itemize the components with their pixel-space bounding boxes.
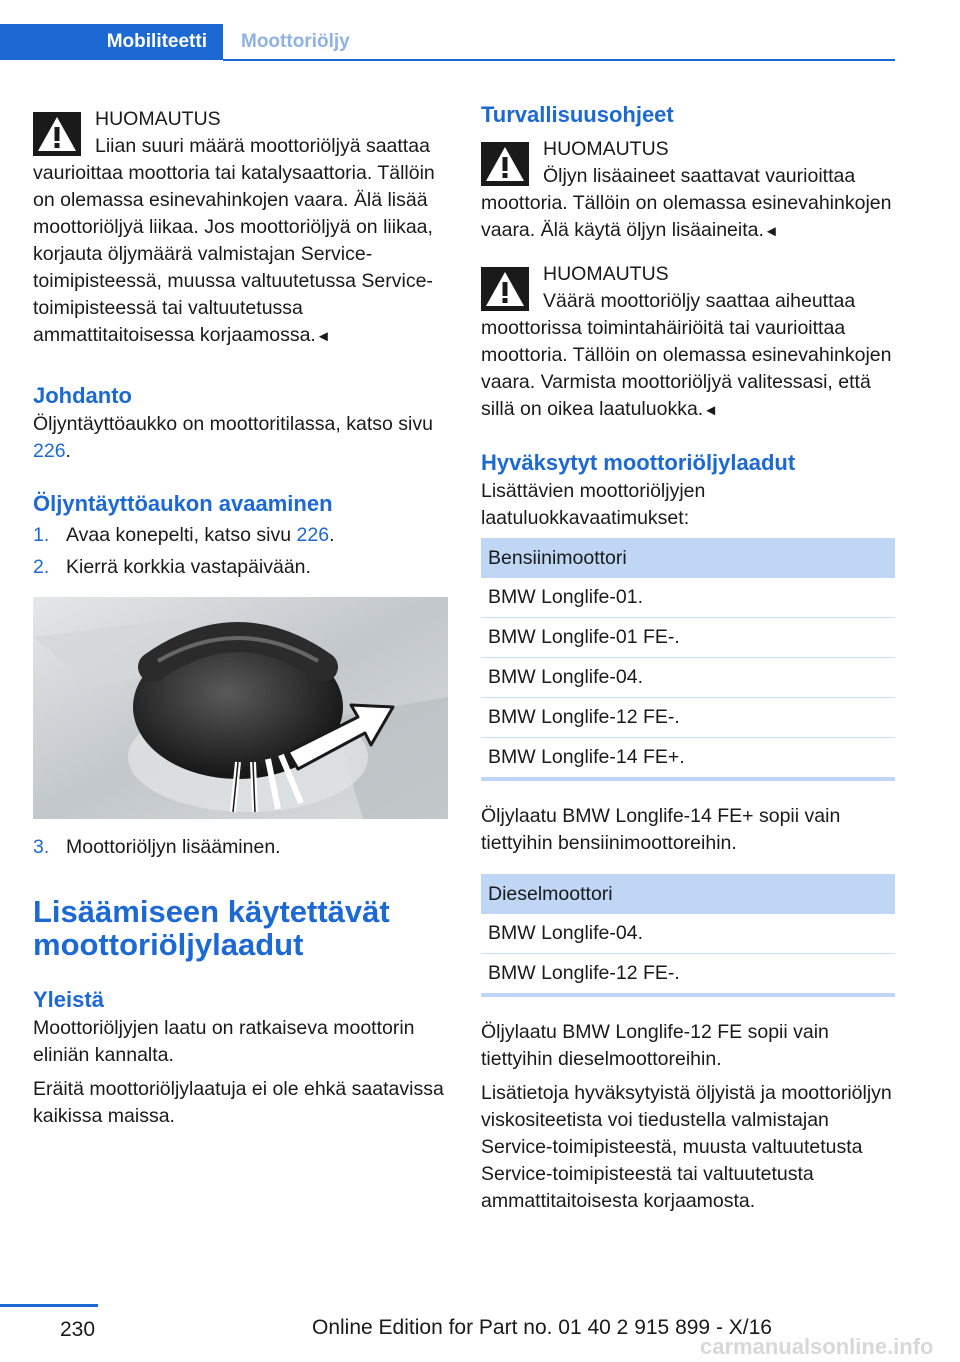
table-row: BMW Longlife-01. <box>481 578 895 618</box>
approved-text: Lisättävien moottoriöljyjen laatuluokkavaatimukset: <box>481 480 706 529</box>
warning-block <box>481 136 895 245</box>
table-row: BMW Longlife-12 FE-. <box>481 954 895 996</box>
edition-text: Online Edition for Part no. 01 40 2 915 899 - X/16 <box>312 1316 772 1339</box>
chapter-tab-bar <box>0 24 895 62</box>
opening-steps-continued <box>33 831 448 863</box>
warning-title: HUOMAUTUS <box>543 138 669 160</box>
end-mark: ◄ <box>703 402 719 419</box>
table-row: BMW Longlife-04. <box>481 914 895 954</box>
table-header: Dieselmoottori <box>481 874 895 914</box>
warning-block <box>33 106 448 350</box>
table-row: BMW Longlife-04. <box>481 658 895 698</box>
list-item: 2. Kierrä korkkia vastapäivään. <box>33 556 311 578</box>
diesel-note: Öljylaatu BMW Longlife-12 FE sopii vain tiettyihin dieselmoottoreihin. <box>481 1021 829 1070</box>
warning-triangle-icon <box>481 142 529 186</box>
page-link[interactable]: 226 <box>296 524 330 546</box>
opening-steps <box>33 519 448 583</box>
list-item: 3. Moottoriöljyn lisääminen. <box>33 836 281 858</box>
table-header: Bensiinimoottori <box>481 538 895 578</box>
page-link[interactable]: 226 <box>33 440 66 462</box>
table-row: BMW Longlife-14 FE+. <box>481 738 895 780</box>
end-mark: ◄ <box>763 223 779 240</box>
petrol-note: Öljylaatu BMW Longlife-14 FE+ sopii vain tiettyihin bensiinimoottoreihin. <box>481 805 841 854</box>
oil-cap-illustration <box>33 597 448 819</box>
oil-cap-image <box>33 597 448 819</box>
right-column <box>481 100 895 1215</box>
section-heading: Lisäämiseen käytettävät moottoriöljylaadut <box>33 894 390 962</box>
footer-accent-line <box>0 1304 98 1307</box>
warning-text: Öljyn lisäaineet saattavat vaurioittaa moottoria. Tällöin on olemassa esinevahinkojen vaara. Älä käytä öljyn lisäaineita.◄ <box>481 165 892 241</box>
warning-text: Liian suuri määrä moottoriöljyä saattaa vaurioittaa moottoria tai katalysaattoria. Tällöin on olemassa esinevahinkojen vaara. Älä lisää moottoriöljyä liikaa. Jos moottoriöljyä on liikaa, korjauta öljymäärä valmistajan Service-toimipisteessä, muussa valtuutetussa Service-toimipisteessä tai valtuutetussa ammattitaitoisessa korjaamossa.◄ <box>33 135 435 346</box>
page-number: 230 <box>60 1318 96 1341</box>
warning-block <box>481 261 895 424</box>
left-column <box>33 100 448 1130</box>
diesel-oil-table <box>481 874 895 997</box>
info-paragraph: Lisätietoja hyväksytyistä öljyistä ja moottoriöljyn viskositeetista voi tiedustella valmistajan Service-toimipisteestä, muusta valtuutetusta Service-toimipisteestä tai valtuutetusta ammattitaitoisesta korjaamosta. <box>481 1082 892 1212</box>
approved-heading: Hyväksytyt moottoriöljylaadut <box>481 450 796 475</box>
warning-title: HUOMAUTUS <box>543 263 669 285</box>
safety-heading: Turvallisuusohjeet <box>481 102 674 127</box>
end-mark: ◄ <box>315 328 331 345</box>
warning-text: Väärä moottoriöljy saattaa aiheuttaa moottorissa toimintahäiriöitä tai vaurioittaa moottoria. Tällöin on olemassa esinevahinkojen vaara. Varmista moottoriöljyä valitessasi, että sillä on oikea laatuluokka.◄ <box>481 290 892 420</box>
intro-heading: Johdanto <box>33 383 132 408</box>
table-row: BMW Longlife-12 FE-. <box>481 698 895 738</box>
intro-text: Öljyntäyttöaukko on moottoritilassa, katso sivu 226. <box>33 413 433 462</box>
tab-moottorioljy[interactable]: Moottoriöljy <box>241 31 350 52</box>
watermark: carmanualsonline.info <box>700 1334 934 1359</box>
petrol-oil-table <box>481 538 895 781</box>
tab-mobiliteetti[interactable]: Mobiliteetti <box>0 24 223 60</box>
tab-underline <box>223 59 895 61</box>
general-heading: Yleistä <box>33 987 104 1012</box>
table-row: BMW Longlife-01 FE-. <box>481 618 895 658</box>
warning-triangle-icon <box>481 267 529 311</box>
warning-title: HUOMAUTUS <box>95 108 221 130</box>
list-item: 1. Avaa konepelti, katso sivu 226. <box>33 524 335 546</box>
general-paragraph-2: Eräitä moottoriöljylaatuja ei ole ehkä saatavissa kaikissa maissa. <box>33 1078 444 1127</box>
general-paragraph-1: Moottoriöljyjen laatu on ratkaiseva moottorin eliniän kannalta. <box>33 1017 415 1066</box>
warning-triangle-icon <box>33 112 81 156</box>
opening-heading: Öljyntäyttöaukon avaaminen <box>33 491 333 516</box>
